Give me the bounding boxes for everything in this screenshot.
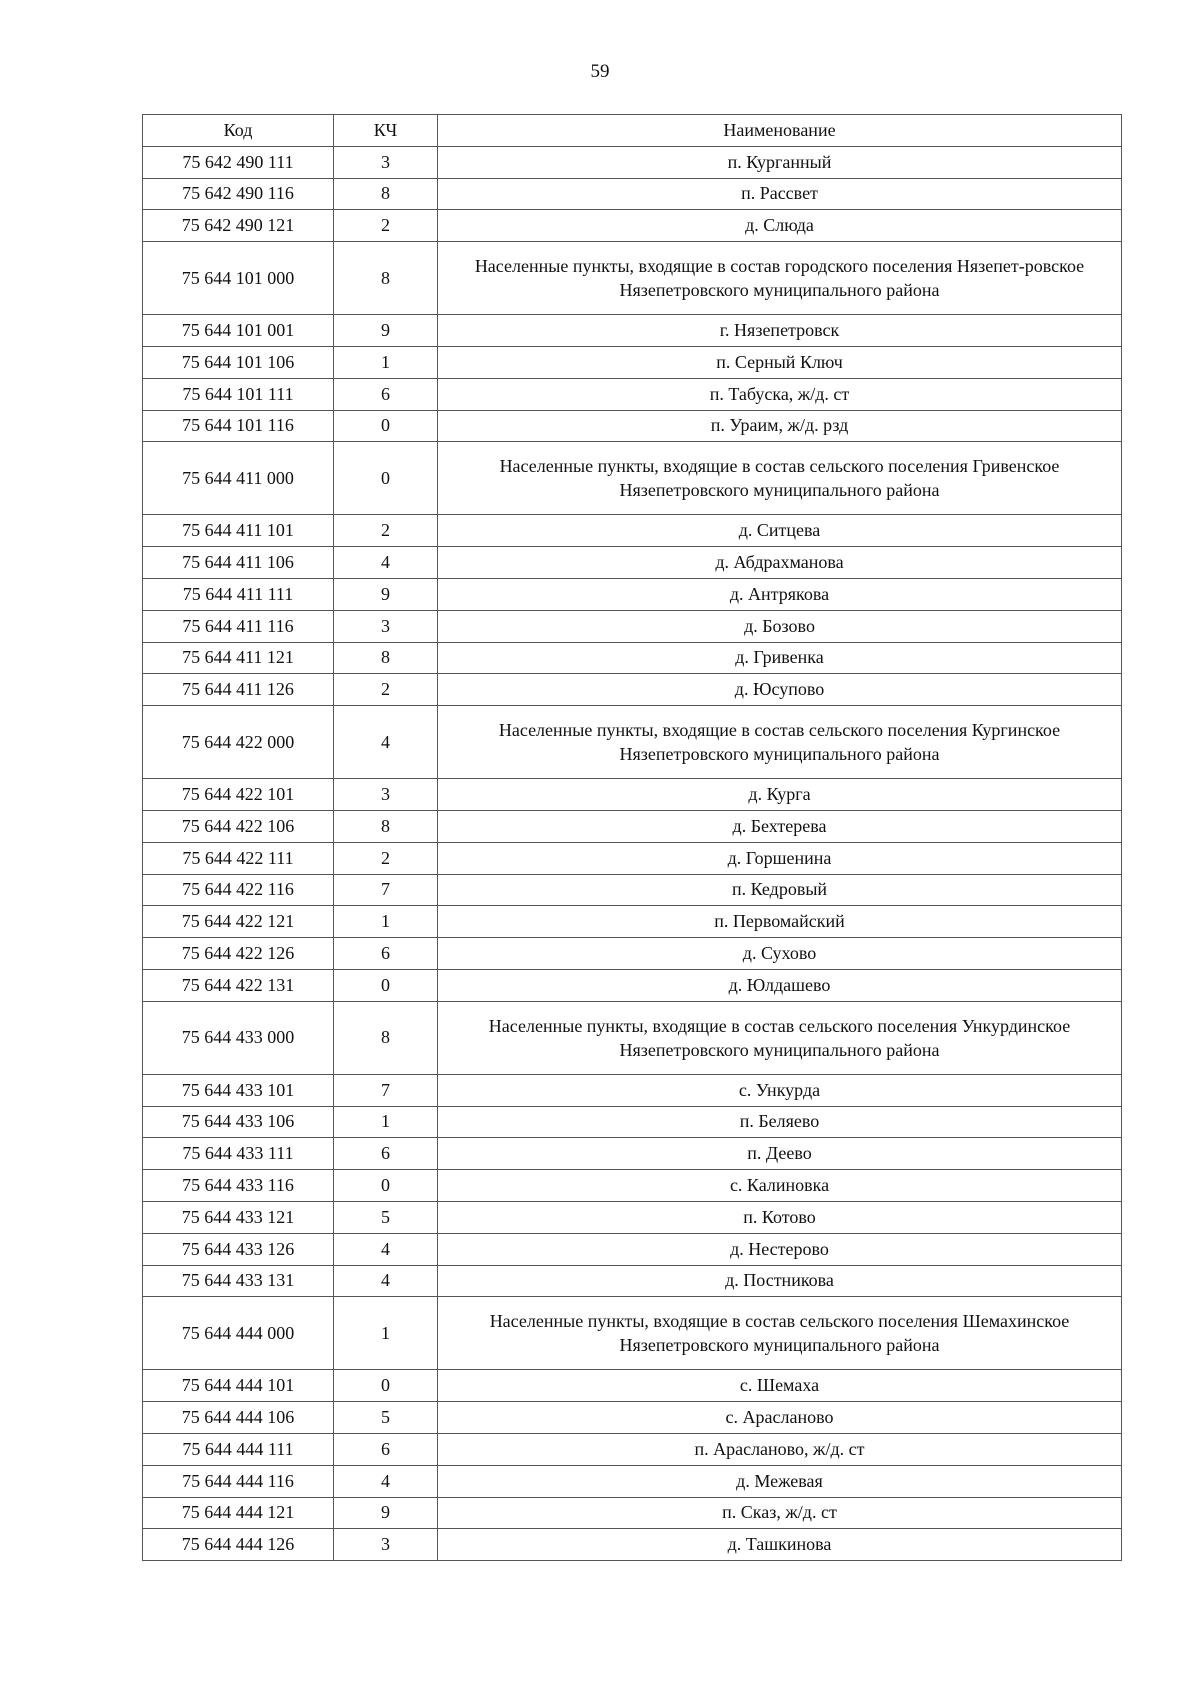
cell-name: п. Рассвет [438,178,1122,210]
cell-name: д. Гривенка [438,642,1122,674]
cell-kch: 6 [334,1433,438,1465]
cell-code: 75 644 411 111 [143,578,334,610]
cell-kch: 3 [334,1529,438,1561]
cell-code: 75 642 490 116 [143,178,334,210]
cell-name: п. Табуска, ж/д. ст [438,378,1122,410]
cell-name: п. Сказ, ж/д. ст [438,1497,1122,1529]
cell-kch: 0 [334,969,438,1001]
cell-kch: 3 [334,610,438,642]
cell-code: 75 644 433 121 [143,1201,334,1233]
table-row [143,642,1122,674]
cell-name: г. Нязепетровск [438,315,1122,347]
cell-name: д. Нестерово [438,1233,1122,1265]
cell-code: 75 644 444 106 [143,1402,334,1434]
table-body [143,146,1122,1560]
cell-code: 75 644 433 106 [143,1106,334,1138]
cell-name: п. Кедровый [438,874,1122,906]
header-code: Код [143,115,334,147]
cell-name: п. Ураим, ж/д. рзд [438,410,1122,442]
table-row [143,547,1122,579]
cell-name: д. Ситцева [438,515,1122,547]
cell-name: д. Слюда [438,210,1122,242]
cell-name: п. Беляево [438,1106,1122,1138]
cell-kch: 8 [334,1001,438,1074]
cell-code: 75 642 490 121 [143,210,334,242]
cell-name: д. Бехтерева [438,810,1122,842]
cell-code: 75 644 411 121 [143,642,334,674]
cell-code: 75 644 101 111 [143,378,334,410]
table-group-row [143,442,1122,515]
cell-code: 75 644 433 000 [143,1001,334,1074]
cell-name: п. Серный Ключ [438,346,1122,378]
cell-name: д. Курга [438,779,1122,811]
cell-code: 75 644 433 116 [143,1170,334,1202]
cell-code: 75 644 433 101 [143,1074,334,1106]
table-row [143,1074,1122,1106]
table-row [143,1138,1122,1170]
cell-code: 75 642 490 111 [143,146,334,178]
cell-code: 75 644 444 000 [143,1297,334,1370]
cell-code: 75 644 411 000 [143,442,334,515]
table-row [143,146,1122,178]
cell-name: п. Деево [438,1138,1122,1170]
cell-code: 75 644 422 131 [143,969,334,1001]
cell-kch: 0 [334,410,438,442]
cell-name: д. Бозово [438,610,1122,642]
cell-name: с. Арасланово [438,1402,1122,1434]
cell-code: 75 644 444 116 [143,1465,334,1497]
cell-name: д. Юсупово [438,674,1122,706]
cell-code: 75 644 422 106 [143,810,334,842]
table-row [143,1433,1122,1465]
cell-kch: 0 [334,1170,438,1202]
table-row [143,1465,1122,1497]
cell-kch: 8 [334,242,438,315]
table-header-row [143,115,1122,147]
cell-kch: 2 [334,842,438,874]
cell-code: 75 644 422 121 [143,906,334,938]
cell-kch: 6 [334,938,438,970]
cell-kch: 2 [334,515,438,547]
cell-name: Населенные пункты, входящие в состав сельского поселения Гривенское Нязепетровского муниципального района [438,442,1122,515]
cell-name: д. Ташкинова [438,1529,1122,1561]
table-row [143,346,1122,378]
cell-name: д. Юлдашево [438,969,1122,1001]
cell-code: 75 644 444 126 [143,1529,334,1561]
cell-kch: 7 [334,1074,438,1106]
table-row [143,210,1122,242]
cell-kch: 6 [334,378,438,410]
cell-code: 75 644 411 101 [143,515,334,547]
header-kch: КЧ [334,115,438,147]
table-row [143,969,1122,1001]
cell-kch: 3 [334,779,438,811]
cell-kch: 9 [334,315,438,347]
cell-kch: 1 [334,1297,438,1370]
header-name: Наименование [438,115,1122,147]
cell-kch: 0 [334,1370,438,1402]
cell-kch: 5 [334,1402,438,1434]
table-row [143,674,1122,706]
table-group-row [143,706,1122,779]
table-row [143,874,1122,906]
cell-name: п. Арасланово, ж/д. ст [438,1433,1122,1465]
cell-code: 75 644 411 106 [143,547,334,579]
cell-kch: 1 [334,346,438,378]
cell-kch: 9 [334,1497,438,1529]
cell-kch: 5 [334,1201,438,1233]
cell-kch: 8 [334,642,438,674]
table-row [143,938,1122,970]
cell-kch: 2 [334,674,438,706]
cell-name: п. Первомайский [438,906,1122,938]
cell-name: Населенные пункты, входящие в состав сельского поселения Ункурдинское Нязепетровского муниципального района [438,1001,1122,1074]
cell-code: 75 644 422 116 [143,874,334,906]
table-row [143,1106,1122,1138]
cell-name: д. Постникова [438,1265,1122,1297]
cell-name: с. Калиновка [438,1170,1122,1202]
cell-kch: 4 [334,1233,438,1265]
cell-code: 75 644 433 131 [143,1265,334,1297]
cell-name: Населенные пункты, входящие в состав сельского поселения Шемахинское Нязепетровского муниципального района [438,1297,1122,1370]
cell-kch: 9 [334,578,438,610]
cell-code: 75 644 411 126 [143,674,334,706]
table-row [143,1402,1122,1434]
cell-code: 75 644 444 111 [143,1433,334,1465]
cell-kch: 4 [334,547,438,579]
cell-kch: 6 [334,1138,438,1170]
cell-name: с. Шемаха [438,1370,1122,1402]
cell-name: д. Межевая [438,1465,1122,1497]
table-row [143,810,1122,842]
cell-kch: 2 [334,210,438,242]
table-row [143,1233,1122,1265]
cell-name: Населенные пункты, входящие в состав городского поселения Нязепет-ровское Нязепетровского муниципального района [438,242,1122,315]
table-row [143,1497,1122,1529]
cell-name: д. Абдрахманова [438,547,1122,579]
cell-name: Населенные пункты, входящие в состав сельского поселения Кургинское Нязепетровского муниципального района [438,706,1122,779]
page-number: 59 [590,61,610,82]
table-row [143,1170,1122,1202]
table-row [143,610,1122,642]
cell-code: 75 644 101 001 [143,315,334,347]
table-group-row [143,1001,1122,1074]
cell-code: 75 644 422 126 [143,938,334,970]
cell-code: 75 644 422 111 [143,842,334,874]
cell-name: д. Горшенина [438,842,1122,874]
table-row [143,178,1122,210]
table-row [143,378,1122,410]
table-group-row [143,1297,1122,1370]
cell-kch: 1 [334,1106,438,1138]
cell-code: 75 644 433 126 [143,1233,334,1265]
table-row [143,315,1122,347]
cell-kch: 7 [334,874,438,906]
table-row [143,1265,1122,1297]
table-row [143,1529,1122,1561]
cell-kch: 1 [334,906,438,938]
cell-code: 75 644 422 000 [143,706,334,779]
cell-kch: 8 [334,178,438,210]
cell-kch: 4 [334,1465,438,1497]
cell-code: 75 644 411 116 [143,610,334,642]
cell-code: 75 644 422 101 [143,779,334,811]
table-row [143,1201,1122,1233]
cell-name: п. Курганный [438,146,1122,178]
cell-code: 75 644 433 111 [143,1138,334,1170]
table-row [143,906,1122,938]
table-row [143,1370,1122,1402]
table-row [143,842,1122,874]
cell-kch: 4 [334,1265,438,1297]
cell-kch: 0 [334,442,438,515]
table-row [143,515,1122,547]
cell-name: д. Сухово [438,938,1122,970]
cell-name: д. Антрякова [438,578,1122,610]
cell-code: 75 644 444 121 [143,1497,334,1529]
cell-kch: 3 [334,146,438,178]
table-group-row [143,242,1122,315]
cell-name: п. Котово [438,1201,1122,1233]
cell-name: с. Ункурда [438,1074,1122,1106]
table-row [143,779,1122,811]
cell-code: 75 644 101 116 [143,410,334,442]
table-row [143,410,1122,442]
cell-kch: 8 [334,810,438,842]
okato-table [142,114,1122,1561]
cell-kch: 4 [334,706,438,779]
cell-code: 75 644 101 106 [143,346,334,378]
cell-code: 75 644 444 101 [143,1370,334,1402]
table-row [143,578,1122,610]
cell-code: 75 644 101 000 [143,242,334,315]
